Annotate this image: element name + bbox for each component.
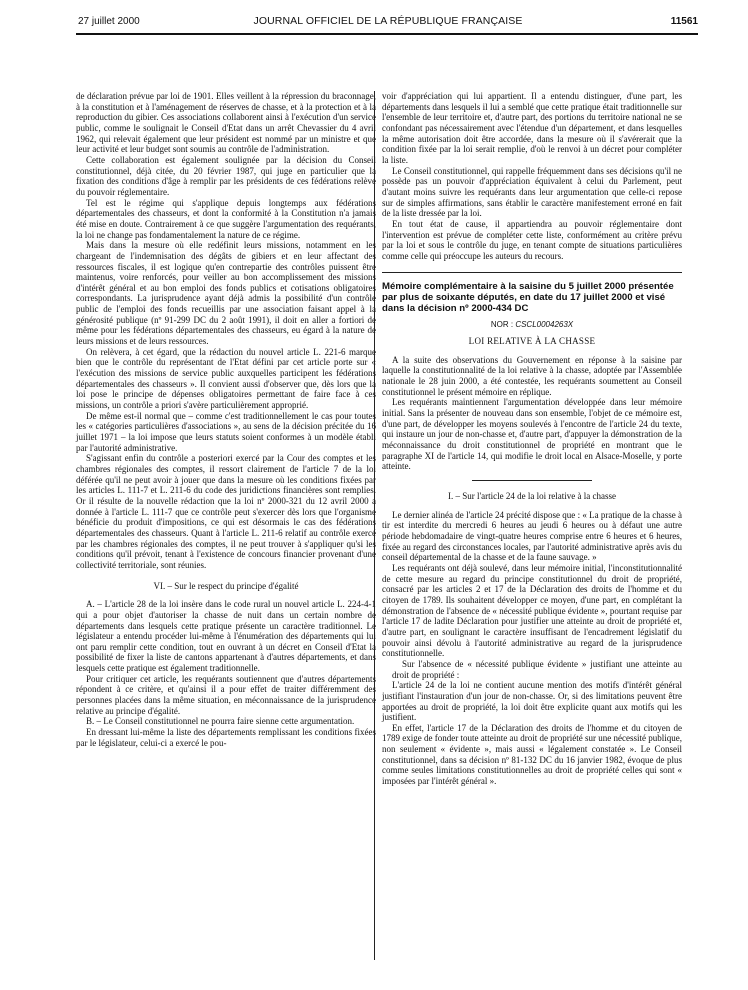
memo-subject: LOI RELATIVE À LA CHASSE — [468, 336, 596, 347]
memo-rule — [382, 272, 682, 273]
left-paragraph: On relèvera, à cet égard, que la rédaction du nouvel article L. 221-6 marque bien que le contrôle du représentant de l'Etat défini par cet article porte sur « l'exécution des missions de service public auxquelles participent les fédérations départementales des chasseurs ». Il convient aussi d'observer que, dès lors que la loi pose le principe de dépenses obligatoires permettant de faire face à ces missions, un contrôle a priori s'avère particulièrement approprié. — [76, 346, 376, 411]
right-paragraph: En effet, l'article 17 de la Déclaration des droits de l'homme et du citoyen de 1789 exige de fonder toute atteinte au droit de propriété sur une nécessité publique, non seulement « évidente », mais aussi « légalement constatée ». Le Conseil constitutionnel, dans sa décision nº 81-132 DC du 16 janvier 1982, évoque de plus comme seules limitations constitutionnelles au droit de propriété celles qui sont « imposées par l'intérêt général ». — [382, 722, 682, 787]
header-rule — [76, 33, 698, 35]
page-number: 11561 — [670, 16, 698, 27]
right-paragraph: Le dernier alinéa de l'article 24 précité dispose que : « La pratique de la chasse à tir est interdite du mercredi 6 heures au jeudi 6 heures ou à défaut une autre période hebdomadaire de vingt-quatre heures comprise entre 6 heures et 6 heures, fixée au regard des circonstances locales, par l'autorité administrative après avis du conseil départemental de la chasse et de la faune sauvage. » — [382, 509, 682, 563]
left-paragraph: Tel est le régime qui s'applique depuis longtemps aux fédérations départementales des chasseurs, et dont la conformité à la Constitution n'a jamais été mise en doute. Contrairement à ce que suggère l'argumentation des requérants, la loi ne change pas fondamentalement la nature de ce régime. — [76, 197, 376, 240]
left-paragraph: De même est-il normal que – comme c'est traditionnellement le cas pour toutes les « catégories particulières d'associations », au sens de la décision précitée du 16 juillet 1971 – la loi impose que leurs statuts soient conformes à un modèle établi par l'autorité administrative. — [76, 410, 376, 453]
column-divider — [374, 91, 375, 960]
journal-title: JOURNAL OFFICIEL DE LA RÉPUBLIQUE FRANÇAISE — [253, 15, 523, 27]
left-paragraph: de déclaration prévue par loi de 1901. Elles veillent à la répression du braconnage, à la constitution et à l'aménagement de réserves de chasse, et à la protection et à la reproduction du gibier. Ces associations collaborent ainsi à l'exécution d'un service public, comme le soulignait le Conseil d'Etat dans un arrêt Chevassier du 4 avril 1962, qui relevait également que leur président est nommé par un ministre et que leur activité et leur budget sont soumis au contrôle de l'administration. — [76, 91, 376, 155]
left-paragraph: B. – Le Conseil constitutionnel ne pourra faire sienne cette argumentation. — [86, 716, 355, 727]
left-paragraph: Cette collaboration est également soulignée par la décision du Conseil constitutionnel, déjà citée, du 20 février 1987, qui juge en particulier que la fixation des conditions d'âge à remplir par les présidents de ces fédérations relève du pouvoir réglementaire. — [76, 154, 376, 197]
section-heading-vi: VI. – Sur le respect du principe d'égalité — [153, 580, 299, 591]
nor-code: CSCL0004263X — [515, 319, 574, 329]
right-paragraph: L'article 24 de la loi ne contient aucune mention des motifs d'intérêt général justifiant l'instauration d'un jour de non-chasse. Or, si des limitations peuvent être apportées au droit de propriété, la loi doit être explicite quant aux motifs qui les justifient. — [382, 680, 682, 723]
memo-title: Mémoire complémentaire à la saisine du 5 juillet 2000 présentée par plus de soixante députés, en date du 17 juillet 2000 et visé dans la décision nº 2000-434 DC — [382, 280, 674, 314]
right-paragraph: voir d'appréciation qui lui appartient. Il a entendu distinguer, d'une part, les départements dans lesquels il lui a semblé que cette pratique était traditionnelle sur l'ensemble de leur territoire et, d'autre part, des portions du territoire national ne se confondant pas nécessairement avec l'étendue d'un département, et dans lesquelles la même autorisation doit être accordée, dans la mesure où il s'avérerait que la condition fixée par la loi serait remplie, d'où le renvoi à un décret pour compléter la liste. — [382, 91, 682, 165]
left-paragraph: Mais dans la mesure où elle redéfinit leurs missions, notamment en les chargeant de l'indemnisation des dégâts de gibiers et en leur affectant des ressources fiscales, il est logique qu'en contrepartie des contrôles puissent être maintenus, voire renforcés, pour veiller au bon accomplissement des missions d'intérêt général et au bon emploi des fonds publics et cotisations obligatoires correspondants. La jurisprudence ayant déjà admis la possibilité d'un contrôle public de l'emploi des fonds recueillis par une association faisant appel à la générosité publique (nº 91-299 DC du 2 août 1991), il doit en aller a fortiori de même pour les fédérations départementales des chasseurs, eu égard à la nature de leurs missions et de leurs ressources. — [76, 240, 376, 347]
left-column — [76, 91, 376, 748]
header-date: 27 juillet 2000 — [78, 16, 140, 27]
left-paragraph: A. – L'article 28 de la loi insère dans le code rural un nouvel article L. 224-4-1 qui a pour objet d'autoriser la chasse de nuit dans un certain nombre de départements dans lesquels cette pratique présente un caractère traditionnel. Le législateur a entendu procéder lui-même à l'énumération des départements qui lui ont paru remplir cette condition, tout en ouvrant à un décret en Conseil d'Etat la possibilité de fixer la liste de cantons appartenant à d'autres départements, et dans lesquels cette pratique est également traditionnelle. — [76, 599, 376, 674]
right-paragraph: Le Conseil constitutionnel, qui rappelle fréquemment dans ses décisions qu'il ne possède pas un pouvoir d'appréciation équivalent à celui du Parlement, peut d'autant moins suivre les requérants dans leur argumentation que celle-ci repose sur de simples affirmations, sans établir le caractère manifestement erroné en fait de la liste dressée par la loi. — [382, 165, 682, 219]
right-column — [382, 91, 682, 787]
left-paragraph: Pour critiquer cet article, les requérants soutiennent que d'autres départements répondent à ce critère, et qu'ainsi il a pour effet de traiter différemment des personnes placées dans la même situation, en méconnaissance de la jurisprudence relative au principe d'égalité. — [76, 673, 376, 716]
nor-reference — [382, 320, 682, 331]
right-paragraph: Les requérants ont déjà soulevé, dans leur mémoire initial, l'inconstitutionnalité de cette mesure au regard du principe constitutionnel du droit de propriété, consacré par les articles 2 et 17 de la Déclaration des droits de l'homme et du citoyen de 1789. Ils souhaitent développer ce moyen, d'une part, en complétant la démonstration de l'absence de « nécessité publique évidente », pourtant requise par l'article 17 de ladite Déclaration pour justifier une atteinte au droit de propriété et, d'autre part, en soulignant le caractère insuffisant de l'encadrement législatif du pouvoir ainsi dévolu à l'autorité administrative au regard de la jurisprudence constitutionnelle. — [382, 562, 682, 659]
right-paragraph: Les requérants maintiennent l'argumentation développée dans leur mémoire initial. Sans la présenter de nouveau dans son ensemble, l'objet de ce mémoire est, d'une part, de développer les moyens soulevés à l'encontre de l'article 24 du texte, qui instaure un jour de non-chasse et, d'autre part, d'appuyer la démonstration de la méconnaissance du droit constitutionnel de propriété en montrant que le paragraphe XI de l'article 14, qui modifie le droit local en Alsace-Moselle, y porte atteinte. — [382, 397, 682, 472]
subheading: Sur l'absence de « nécessité publique évidente » justifiant une atteinte au droit de propriété : — [392, 658, 682, 680]
left-paragraph: S'agissant enfin du contrôle a posteriori exercé par la Cour des comptes et les chambres régionales des comptes, il ressort clairement de l'article 7 de la loi déférée qu'il ne peut avoir à jouer que dans la mesure où les conditions fixées par les articles L. 111-7 et L. 211-6 du code des juridictions financières sont remplies. Or il résulte de la nouvelle rédaction que la loi nº 2000-321 du 12 avril 2000 a donnée à l'article L. 111-7 que ce contrôle peut s'exercer dès lors que l'organisme bénéficie du produit d'impositions, ce qui est désormais le cas des fédérations départementales des chasseurs. Quant à l'article L. 211-6 relatif au contrôle exercé par les chambres régionales des comptes, il ne peut trouver à s'appliquer qu'si les conditions qu'il prévoit, tenant à l'existence de concours financier provenant d'une collectivité territoriale, sont réunies. — [76, 453, 376, 570]
left-paragraph: En dressant lui-même la liste des départements remplissant les conditions fixées par le législateur, celui-ci a exercé le pou- — [76, 727, 376, 748]
page-header — [78, 14, 698, 34]
nor-label: NOR : — [490, 319, 514, 329]
section-rule — [472, 480, 592, 481]
subheading-block — [382, 659, 682, 680]
section-heading-i: I. – Sur l'article 24 de la loi relative à la chasse — [447, 491, 617, 502]
right-paragraph: En tout état de cause, il appartiendra au pouvoir réglementaire dont l'intervention est prévue de compléter cette liste, conformément au critère prévu par la loi et sous le contrôle du juge, en tenant compte de situations particulières comme celle qui préoccupe les auteurs du recours. — [382, 218, 682, 261]
right-paragraph: A la suite des observations du Gouvernement en réponse à la saisine par laquelle la constitutionnalité de la loi relative à la chasse, adoptée par l'Assemblée nationale le 28 juin 2000, a été contestée, les requérants soumettent au Conseil constitutionnel le présent mémoire en réplique. — [382, 354, 682, 397]
